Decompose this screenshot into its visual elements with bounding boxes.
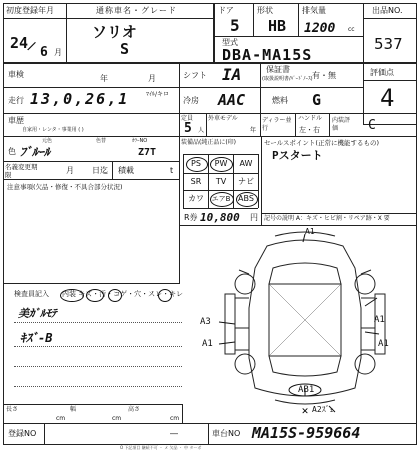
model-label: 型式 xyxy=(222,38,238,47)
capacity-label: 定員 xyxy=(181,115,194,122)
r-ticket-value: 10,800 xyxy=(200,211,240,224)
shape-label: 形状 xyxy=(257,6,273,15)
ext-model-label: 外車モデル xyxy=(208,115,238,122)
equip-ps: PS xyxy=(191,159,201,168)
handle-options: 左・右 xyxy=(299,126,320,134)
warranty-options: 有・無 xyxy=(312,71,336,80)
r-ticket-label: R券 xyxy=(184,213,198,222)
length-label: 長さ xyxy=(6,406,19,413)
first-registration-year: 24 xyxy=(10,34,29,52)
equip-leather: カワ xyxy=(188,194,204,203)
history-cell xyxy=(3,113,180,137)
inspector-note-2: ｷｽﾞ-B xyxy=(20,331,53,345)
circle-mark-abs xyxy=(236,192,258,207)
dealer-label: ディラー並行 xyxy=(262,117,292,132)
warranty-sub-label: (取扱説明書/ﾊﾞｰﾄﾞﾉｰｽ) xyxy=(262,76,313,82)
first-registration-month-unit: 月 xyxy=(54,48,62,57)
history-sub-label: 自家用・レンタ・事業用 ( ) xyxy=(22,127,84,133)
sales-point-label: セールスポイント(正常に機能するもの) xyxy=(264,139,379,147)
mileage-label: 走行 xyxy=(8,96,24,105)
circle-mark-scratch xyxy=(86,289,104,302)
damage-a1-left: A1 xyxy=(202,339,213,349)
color-value: ﾌﾞﾙｰﾙ xyxy=(20,145,51,159)
equip-sr: SR xyxy=(190,177,202,186)
equip-navi: ナビ xyxy=(238,177,254,186)
color-number: Z7T xyxy=(138,147,157,158)
name-change-day-unit: 日迄 xyxy=(92,166,108,175)
car-name-divider xyxy=(66,18,214,19)
equip-grid-col-4 xyxy=(258,154,259,208)
equipment-label: 装備品(純正品に(印) xyxy=(181,139,237,146)
registration-label: 登録NO xyxy=(8,429,37,438)
name-change-month-unit: 月 xyxy=(66,166,74,175)
equip-grid-line-2 xyxy=(183,173,258,174)
load-label: 積載 xyxy=(118,166,134,175)
circle-mark-airbag xyxy=(210,192,234,207)
equip-grid-line-1 xyxy=(183,154,258,155)
equip-tv: TV xyxy=(215,177,227,186)
first-registration-label: 初度登録年月 xyxy=(6,6,54,15)
mileage-value: 13,0,26,1 xyxy=(30,90,130,108)
ext-model-unit: 年 xyxy=(250,127,257,134)
height-label: 高さ xyxy=(128,406,141,413)
equip-airbag: エアB xyxy=(211,195,231,203)
circle-mark-stain xyxy=(108,289,122,302)
damage-a3-left: A3 xyxy=(200,317,211,327)
note-line-2 xyxy=(14,346,182,347)
year-slash: / xyxy=(25,38,38,54)
note-line-1 xyxy=(14,322,182,323)
height-unit: cm xyxy=(170,415,180,422)
r-ticket-unit: 円 xyxy=(250,213,258,222)
damage-a1-mid-right: A1 xyxy=(378,339,389,349)
history-label: 車歴 xyxy=(8,116,24,125)
capacity-value: 5 xyxy=(184,121,192,136)
color-original-label: 元色 xyxy=(42,138,53,144)
first-registration-month-value: 6 xyxy=(40,45,48,60)
lot-number-label: 出品NO. xyxy=(372,6,403,15)
equip-pw: PW xyxy=(214,159,228,168)
door-label: ドア xyxy=(218,6,234,15)
lot-divider xyxy=(363,18,417,19)
notes-cell xyxy=(3,179,180,284)
displacement-label: 排気量 xyxy=(302,6,326,15)
name-change-label: 名義変更期限 xyxy=(5,163,38,179)
displacement-value: 1200 xyxy=(304,21,336,36)
sales-point-value: Pスタート xyxy=(272,149,323,162)
color-number-label: ｶﾗｰNO xyxy=(132,138,148,144)
ac-label: 冷房 xyxy=(183,96,199,105)
equip-grid-line-4 xyxy=(183,208,258,209)
shaken-label: 車検 xyxy=(8,70,24,79)
car-name-label: 通称車名・グレード xyxy=(96,6,177,15)
interior-value: C xyxy=(368,118,376,133)
damage-a1-top: A1 xyxy=(305,227,315,236)
load-unit: t xyxy=(170,166,174,175)
equip-abs: ABS xyxy=(238,194,254,203)
ac-value: AAC xyxy=(218,91,246,109)
circle-mark-rub xyxy=(158,289,172,302)
registration-dash: ― xyxy=(170,429,178,438)
load-divider xyxy=(112,161,113,180)
lot-number: 537 xyxy=(374,35,403,53)
mileage-unit: ﾏｲﾙ/キロ xyxy=(146,91,170,98)
notes-label: 注意事項(欠品・修復・不具合部分状況) xyxy=(7,183,123,191)
chassis-label: 車台NO xyxy=(212,429,241,438)
width-unit: cm xyxy=(112,415,122,422)
fuel-label: 燃料 xyxy=(272,96,288,105)
circle-mark-ps xyxy=(186,157,208,172)
chassis-number: MA15S-959664 xyxy=(252,424,361,442)
note-line-3 xyxy=(14,366,182,367)
damage-a2: A2ｽﾞｪ xyxy=(312,405,334,414)
handle-label: ハンドル xyxy=(298,115,323,122)
door-value: 5 xyxy=(230,16,240,35)
dimensions-cell xyxy=(3,404,183,424)
car-name: ソリオ xyxy=(92,23,137,41)
equip-aw: AW xyxy=(239,159,253,168)
color-label: 色 xyxy=(8,147,16,156)
shift-label: シフト xyxy=(183,71,207,80)
circle-mark-interior xyxy=(60,289,84,302)
score-value: 4 xyxy=(380,84,395,112)
sales-point-cell xyxy=(261,136,417,214)
inspector-label: 検査員記入 xyxy=(14,290,49,298)
equip-grid-line-3 xyxy=(183,190,258,191)
score-label: 評価点 xyxy=(370,68,394,77)
first-reg-divider xyxy=(3,18,67,19)
score-divider xyxy=(363,80,417,81)
capacity-unit: 人 xyxy=(198,127,205,134)
shaken-year-unit: 年 xyxy=(100,74,108,83)
note-line-4 xyxy=(14,386,182,387)
shape-value: HB xyxy=(268,17,287,35)
inspector-note-1: 美ｶﾞﾙﾓﾃ xyxy=(18,307,57,320)
bottom-note: O 下記項目 継続不可 ・ メ 欠品 ・ 中 ターボ xyxy=(120,445,202,450)
damage-ab1: AB1 xyxy=(298,385,315,395)
circle-mark-pw xyxy=(210,157,233,172)
model-value: DBA-MA15S xyxy=(222,46,313,64)
length-unit: cm xyxy=(56,415,66,422)
shift-value: IA xyxy=(222,65,242,84)
legend-text: 記号の説明 A：キズ・ヒビ割・リペア跡・X 要 xyxy=(264,215,390,222)
registration-divider xyxy=(44,423,45,445)
damage-a1-right: A1 xyxy=(374,315,385,325)
inspector-items: 内装 キズ・汚・コゲ・穴・スレ・キレ xyxy=(62,290,184,298)
warranty-label: 保証書 xyxy=(266,65,290,74)
car-grade: S xyxy=(120,40,130,58)
shaken-month-unit: 月 xyxy=(148,74,156,83)
width-label: 幅 xyxy=(70,406,77,413)
fuel-value: G xyxy=(312,91,322,109)
interior-label: 内装評価 xyxy=(332,117,351,132)
svg-text:✕: ✕ xyxy=(301,407,309,417)
color-changed-label: 色替 xyxy=(96,138,107,144)
displacement-unit: cc xyxy=(348,26,355,33)
